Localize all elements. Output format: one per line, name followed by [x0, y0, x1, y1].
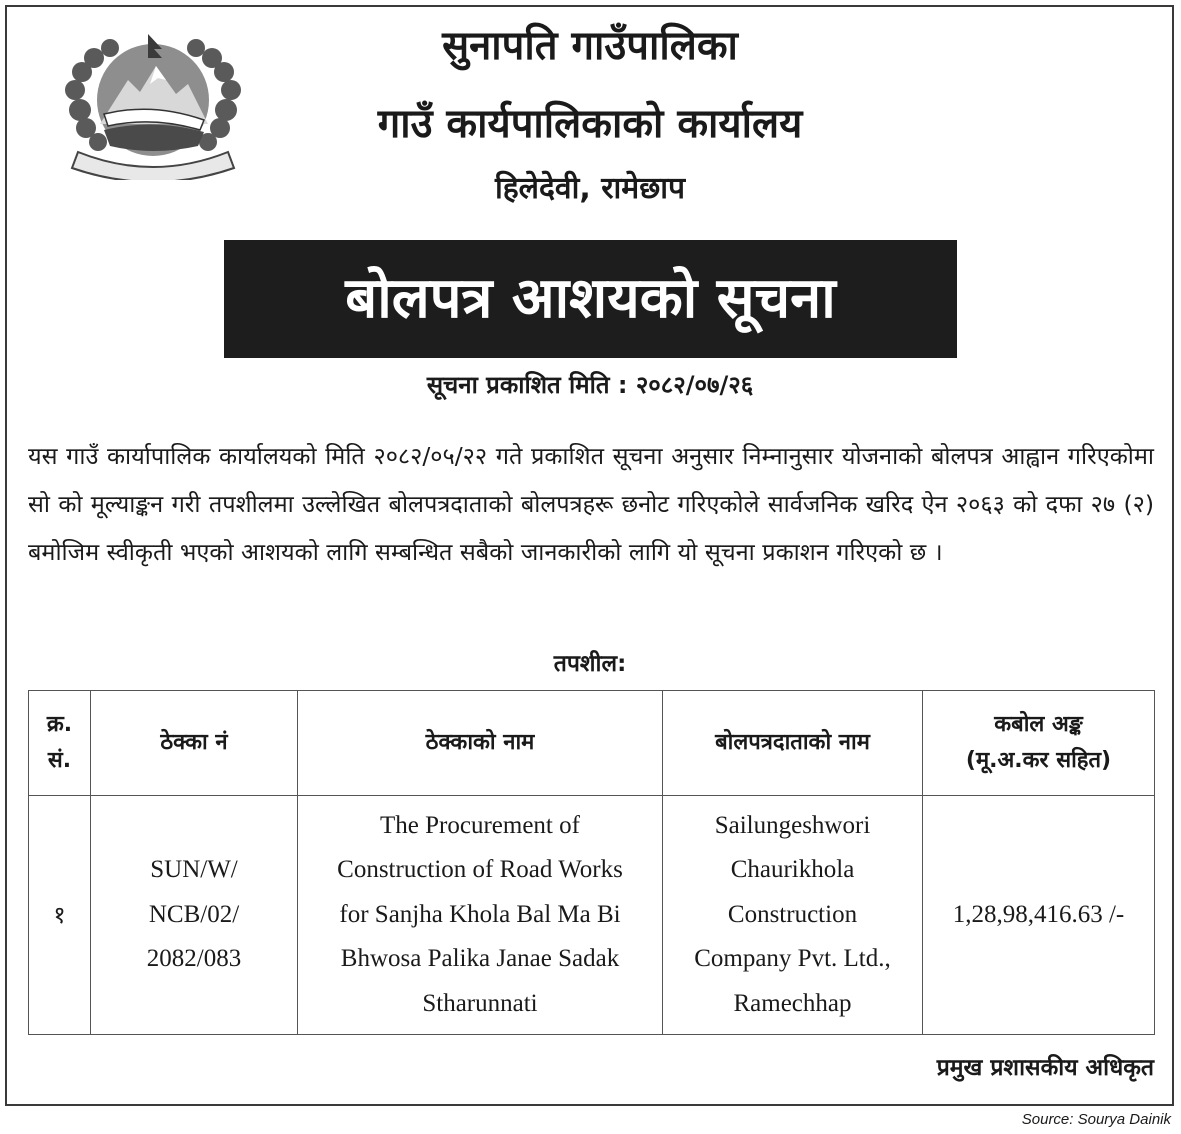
- signatory: प्रमुख प्रशासकीय अधिकृत: [936, 1055, 1154, 1081]
- table-header-row: [29, 691, 1155, 796]
- header-contract-name: ठेक्काको नाम: [298, 691, 663, 796]
- header-bidder-name: बोलपत्रदाताको नाम: [663, 691, 923, 796]
- header-serial-number: क्र. सं.: [29, 691, 91, 796]
- cell-contract-name: The Procurement of Construction of Road Works for Sanjha Khola Bal Ma Bi Bhwosa Palika Janae Sadak Stharunnati: [298, 796, 663, 1035]
- source-credit: Source: Sourya Dainik: [1021, 1111, 1171, 1128]
- cell-bid-amount: 1,28,98,416.63 /-: [923, 796, 1155, 1035]
- office-address: हिलेदेवी, रामेछाप: [494, 171, 686, 206]
- cell-contract-number: SUN/W/ NCB/02/ 2082/083: [91, 796, 298, 1035]
- header-contract-number: ठेक्का नं: [91, 691, 298, 796]
- published-date: सूचना प्रकाशित मिति : २०८२/०७/२६: [426, 371, 754, 399]
- table-row: [29, 796, 1155, 1035]
- cell-bidder-name: Sailungeshwori Chaurikhola Construction Company Pvt. Ltd., Ramechhap: [663, 796, 923, 1035]
- notice-body: यस गाउँ कार्यापालिक कार्यालयको मिति २०८२/०५/२२ गते प्रकाशित सूचना अनुसार निम्नानुसार योजनाको बोलपत्र आह्वान गरिएकोमा सो को मूल्याङ्कन गरी तपशीलमा उल्लेखित बोलपत्रदाताको बोलपत्रहरू छनोट गरिएकोले सार्वजनिक खरिद ऐन २०६३ को दफा २७ (२) बमोजिम स्वीकृती भएको आशयको लागि सम्बन्धित सबैको जानकारीको लागि यो सूचना प्रकाशन गरिएको छ ।: [28, 442, 1154, 566]
- schedule-heading: तपशील:: [553, 651, 627, 677]
- office-name: गाउँ कार्यपालिकाको कार्यालय: [377, 101, 803, 147]
- municipality-name: सुनापति गाउँपालिका: [442, 23, 738, 69]
- nepal-emblem-logo: [58, 32, 248, 180]
- notice-title-banner: बोलपत्र आशयको सूचना: [224, 240, 957, 358]
- cell-serial-number: १: [29, 796, 91, 1035]
- award-table: [28, 690, 1155, 1035]
- header-bid-amount: कबोल अङ्क (मू.अ.कर सहित): [923, 691, 1155, 796]
